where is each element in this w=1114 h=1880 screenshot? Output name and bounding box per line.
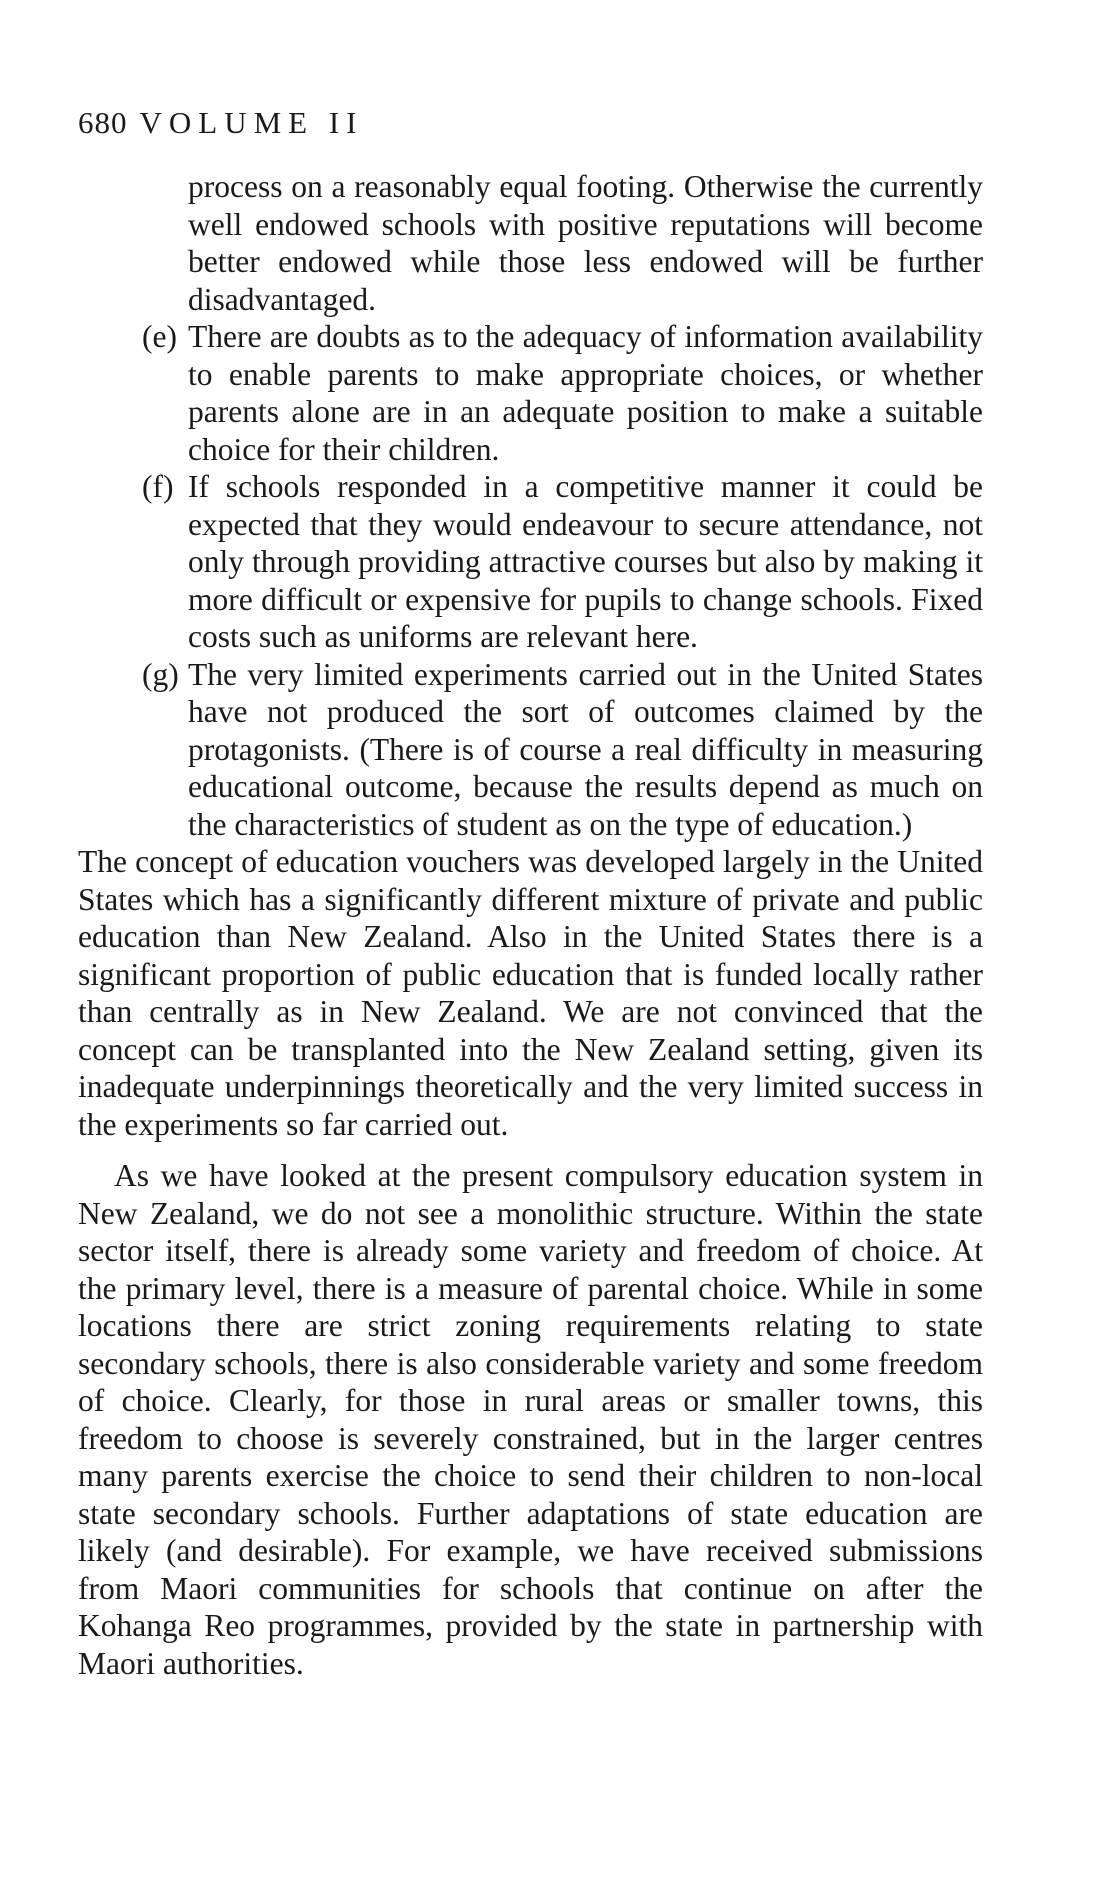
- list-item-g: [78, 656, 983, 844]
- volume-label: VOLUME II: [139, 105, 364, 140]
- list-item-e: [78, 318, 983, 468]
- list-item-text: If schools responded in a competitive manner it could be expected that they would endeavour to secure attendance, not only through providing attractive courses but also by making it more difficult or expensive for pupils to change schools. Fixed costs such as uniforms are relevant here.: [188, 469, 983, 654]
- list-item-label: (g): [142, 656, 179, 692]
- paragraph-vouchers: The concept of education vouchers was developed largely in the United States which has a significantly different mixture of private and public education than New Zealand. Also in the United States there is a significant proportion of public education that is funded locally rather than centrally as in New Zealand. We are not convinced that the concept can be transplanted into the New Zealand setting, given its inadequate underpinnings theoretically and the very limited success in the experiments so far carried out.: [78, 844, 983, 1142]
- list-item-text: The very limited experiments carried out in the United States have not produced the sort of outcomes claimed by the protagonists. (There is of course a real difficulty in measuring educational outcome, because the results depend as much on the characteristics of student as on the type of education.): [188, 656, 983, 842]
- list-item-text: There are doubts as to the adequacy of information availability to enable parents to make appropriate choices, or whether parents alone are in an adequate position to make a suitable choice for their children.: [188, 319, 983, 467]
- list-item-label: (e): [142, 319, 177, 354]
- list-item-f: [78, 468, 983, 656]
- running-header: [78, 104, 364, 142]
- list-continuation: process on a reasonably equal footing. Otherwise the currently well endowed schools with positive reputations will become better endowed while those less endowed will be further disadvantaged.: [188, 169, 983, 317]
- page-body: [78, 168, 983, 1682]
- paragraph-state-system: As we have looked at the present compulsory education system in New Zealand, we do not see a monolithic structure. Within the state sector itself, there is already some variety and freedom of choice. At the primary level, there is a measure of parental choice. While in some locations there are strict zoning requirements relating to state secondary schools, there is also considerable variety and some freedom of choice. Clearly, for those in rural areas or smaller towns, this freedom to choose is severely constrained, but in the larger centres many parents exercise the choice to send their children to non-local state secondary schools. Further adaptations of state education are likely (and desirable). For example, we have received submissions from Maori communities for schools that continue on after the Kohanga Reo programmes, provided by the state in partnership with Maori authorities.: [78, 1158, 983, 1681]
- page-number: 680: [78, 105, 128, 140]
- list-item-label: (f): [142, 469, 174, 504]
